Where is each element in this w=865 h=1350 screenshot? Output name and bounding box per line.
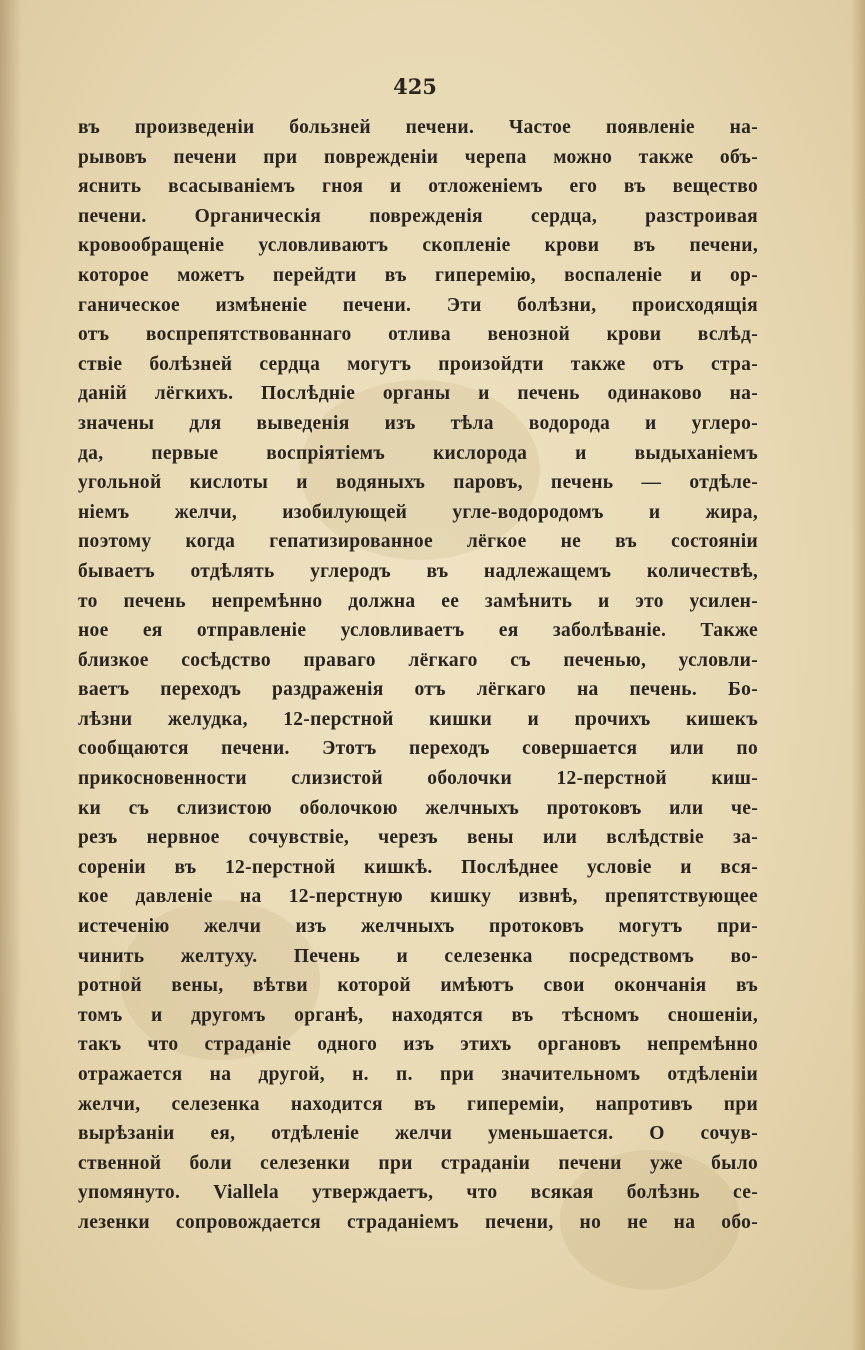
text-line: даній лёгкихъ. Послѣдніе органы и печень одинаково на- xyxy=(78,383,758,405)
text-line: чинить желтуху. Печень и селезенка посредствомъ во- xyxy=(78,945,758,967)
text-line: вырѣзаніи ея, отдѣленіе желчи уменьшается. О сочув- xyxy=(78,1123,758,1145)
body-text xyxy=(78,113,758,1238)
text-line: поэтому когда гепатизированное лёгкое не въ состояніи xyxy=(78,531,758,553)
text-line: ротной вены, вѣтви которой имѣютъ свои окончанія въ xyxy=(78,975,758,997)
page-number: 425 xyxy=(393,74,437,99)
text-line: кое давленіе на 12-перстную кишку извнѣ, препятствующее xyxy=(78,886,758,908)
text-line: ное ея отправленіе условливаетъ ея заболѣваніе. Также xyxy=(78,620,758,642)
text-line: прикосновенности слизистой оболочки 12-перстной киш- xyxy=(78,768,758,790)
text-line: такъ что страданіе одного изъ этихъ органовъ непремѣнно xyxy=(78,1034,758,1056)
text-line: да, первые воспріятіемъ кислорода и выдыханіемъ xyxy=(78,442,758,464)
text-line: истеченію желчи изъ желчныхъ протоковъ могутъ при- xyxy=(78,916,758,938)
text-line: упомянуто. Viallela утверждаетъ, что всякая болѣзнь се- xyxy=(78,1182,758,1204)
text-line: резъ нервное сочувствіе, черезъ вены или вслѣдствіе за- xyxy=(78,827,758,849)
text-line: томъ и другомъ органѣ, находятся въ тѣсномъ сношеніи, xyxy=(78,1004,758,1026)
text-line: то печень непремѣнно должна ее замѣнить и это усилен- xyxy=(78,590,758,612)
page-edge xyxy=(851,0,865,1350)
text-line: яснить всасываніемъ гноя и отложеніемъ его въ вещество xyxy=(78,176,758,198)
text-line: ствіе болѣзней сердца могутъ произойдти также отъ стра- xyxy=(78,353,758,375)
text-line: ніемъ желчи, изобилующей угле-водородомъ и жира, xyxy=(78,501,758,523)
text-line: сообщаются печени. Этотъ переходъ совершается или по xyxy=(78,738,758,760)
text-line: лѣзни желудка, 12-перстной кишки и прочихъ кишекъ xyxy=(78,708,758,730)
text-line: рывовъ печени при поврежденіи черепа можно также объ- xyxy=(78,146,758,168)
text-line: печени. Органическія поврежденія сердца, разстроивая xyxy=(78,205,758,227)
text-line: ственной боли селезенки при страданіи печени уже было xyxy=(78,1152,758,1174)
text-line: бываетъ отдѣлять углеродъ въ надлежащемъ количествѣ, xyxy=(78,560,758,582)
text-line: которое можетъ перейдти въ гиперемію, воспаленіе и ор- xyxy=(78,264,758,286)
text-line: ки съ слизистою оболочкою желчныхъ протоковъ или че- xyxy=(78,797,758,819)
text-line: кровообращеніе условливаютъ скопленіе крови въ печени, xyxy=(78,235,758,257)
text-line: ганическое измѣненіе печени. Эти болѣзни, происходящія xyxy=(78,294,758,316)
text-line: значены для выведенія изъ тѣла водорода и углеро- xyxy=(78,412,758,434)
text-line: желчи, селезенка находится въ гипереміи, напротивъ при xyxy=(78,1093,758,1115)
text-line: угольной кислоты и водяныхъ паровъ, печень — отдѣле- xyxy=(78,472,758,494)
text-line: сореніи въ 12-перстной кишкѣ. Послѣднее условіе и вся- xyxy=(78,856,758,878)
text-line: въ произведеніи бользней печени. Частое появленіе на- xyxy=(78,117,758,138)
text-line: близкое сосѣдство праваго лёгкаго съ печенью, условли- xyxy=(78,649,758,671)
text-line: ваетъ переходъ раздраженія отъ лёгкаго на печень. Бо- xyxy=(78,679,758,701)
text-line: отъ воспрепятствованнаго отлива венозной крови вслѣд- xyxy=(78,324,758,346)
text-line: отражается на другой, н. п. при значительномъ отдѣленіи xyxy=(78,1064,758,1085)
text-line: лезенки сопровождается страданіемъ печени, но не на обо- xyxy=(78,1211,758,1233)
binding-shadow xyxy=(0,0,22,1350)
